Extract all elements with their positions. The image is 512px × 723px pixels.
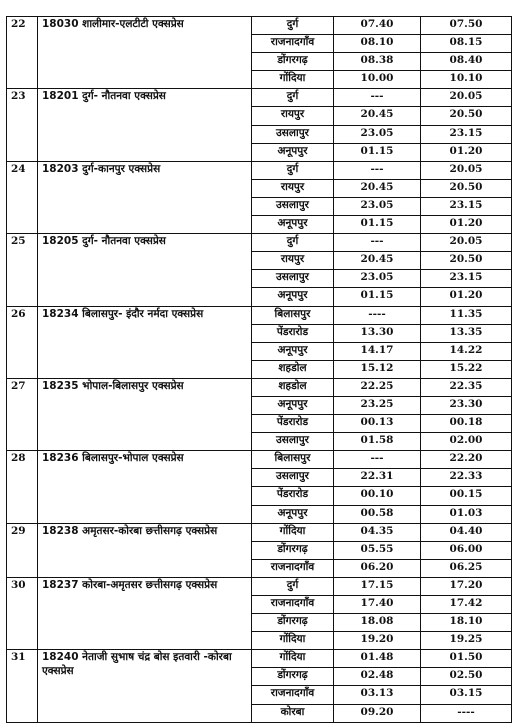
serial-number-cell: 27	[7, 378, 38, 450]
arrival-cell: ---	[334, 161, 421, 179]
station-cell: उसलापुर	[252, 197, 334, 215]
departure-cell: 20.05	[421, 161, 512, 179]
station-cell: गोंदिया	[252, 632, 334, 650]
departure-cell: 23.15	[421, 125, 512, 143]
departure-cell: 20.05	[421, 234, 512, 252]
train-timetable	[6, 16, 512, 723]
arrival-cell: 10.00	[334, 71, 421, 89]
departure-cell: 20.50	[421, 252, 512, 270]
station-cell: राजनादगाँव	[252, 686, 334, 704]
departure-cell: 22.33	[421, 469, 512, 487]
departure-cell: 20.05	[421, 89, 512, 107]
station-cell: शहडोल	[252, 378, 334, 396]
arrival-cell: 01.58	[334, 433, 421, 451]
serial-number-cell: 22	[7, 17, 38, 89]
departure-cell: ----	[421, 704, 512, 722]
arrival-cell: 19.20	[334, 632, 421, 650]
train-name-cell: 18236 बिलासपुर-भोपाल एक्सप्रेस	[38, 451, 252, 523]
departure-cell: 22.20	[421, 451, 512, 469]
station-cell: अनूपपुर	[252, 216, 334, 234]
departure-cell: 01.20	[421, 288, 512, 306]
station-cell: गोंदिया	[252, 71, 334, 89]
timetable-row	[7, 577, 512, 595]
departure-cell: 23.15	[421, 270, 512, 288]
arrival-cell: 20.45	[334, 179, 421, 197]
arrival-cell: 14.17	[334, 342, 421, 360]
station-cell: दुर्ग	[252, 89, 334, 107]
station-cell: उसलापुर	[252, 270, 334, 288]
train-name-cell: 18234 बिलासपुर- इंदौर नर्मदा एक्सप्रेस	[38, 306, 252, 378]
station-cell: अनूपपुर	[252, 288, 334, 306]
serial-number-cell: 31	[7, 650, 38, 722]
departure-cell: 04.40	[421, 523, 512, 541]
station-cell: अनूपपुर	[252, 396, 334, 414]
arrival-cell: 00.13	[334, 415, 421, 433]
station-cell: कोरबा	[252, 704, 334, 722]
arrival-cell: 20.45	[334, 107, 421, 125]
station-cell: डोंगरगढ़	[252, 53, 334, 71]
train-name-cell: 18237 कोरबा-अमृतसर छत्तीसगढ़ एक्सप्रेस	[38, 577, 252, 649]
serial-number-cell: 25	[7, 234, 38, 306]
station-cell: राजनादगाँव	[252, 596, 334, 614]
arrival-cell: 23.05	[334, 270, 421, 288]
station-cell: राजनादगाँव	[252, 35, 334, 53]
departure-cell: 03.15	[421, 686, 512, 704]
departure-cell: 23.30	[421, 396, 512, 414]
station-cell: राजनादगाँव	[252, 559, 334, 577]
station-cell: बिलासपुर	[252, 306, 334, 324]
arrival-cell: 01.48	[334, 650, 421, 668]
serial-number-cell: 30	[7, 577, 38, 649]
station-cell: उसलापुर	[252, 469, 334, 487]
arrival-cell: 06.20	[334, 559, 421, 577]
station-cell: दुर्ग	[252, 161, 334, 179]
station-cell: दुर्ग	[252, 17, 334, 35]
station-cell: रायपुर	[252, 179, 334, 197]
departure-cell: 06.00	[421, 541, 512, 559]
arrival-cell: ---	[334, 89, 421, 107]
station-cell: बिलासपुर	[252, 451, 334, 469]
train-name-cell: 18203 दुर्ग-कानपुर एक्सप्रेस	[38, 161, 252, 233]
serial-number-cell: 24	[7, 161, 38, 233]
arrival-cell: ----	[334, 306, 421, 324]
departure-cell: 15.22	[421, 360, 512, 378]
arrival-cell: 22.25	[334, 378, 421, 396]
departure-cell: 07.50	[421, 17, 512, 35]
train-name-cell: 18205 दुर्ग- नौतनवा एक्सप्रेस	[38, 234, 252, 306]
timetable-row	[7, 650, 512, 668]
arrival-cell: 03.13	[334, 686, 421, 704]
departure-cell: 08.15	[421, 35, 512, 53]
station-cell: गोंदिया	[252, 523, 334, 541]
station-cell: डोंगरगढ़	[252, 614, 334, 632]
station-cell: डोंगरगढ़	[252, 668, 334, 686]
station-cell: गोंदिया	[252, 650, 334, 668]
timetable-row	[7, 306, 512, 324]
departure-cell: 18.10	[421, 614, 512, 632]
arrival-cell: 22.31	[334, 469, 421, 487]
arrival-cell: 01.15	[334, 143, 421, 161]
arrival-cell: 00.10	[334, 487, 421, 505]
departure-cell: 17.20	[421, 577, 512, 595]
timetable-row	[7, 89, 512, 107]
timetable-row	[7, 234, 512, 252]
departure-cell: 14.22	[421, 342, 512, 360]
train-name-cell: 18235 भोपाल-बिलासपुर एक्सप्रेस	[38, 378, 252, 450]
arrival-cell: 00.58	[334, 505, 421, 523]
arrival-cell: 17.40	[334, 596, 421, 614]
station-cell: पेंडरारोड	[252, 324, 334, 342]
station-cell: डोंगरगढ़	[252, 541, 334, 559]
serial-number-cell: 29	[7, 523, 38, 577]
departure-cell: 00.18	[421, 415, 512, 433]
arrival-cell: ---	[334, 234, 421, 252]
timetable-row	[7, 451, 512, 469]
train-name-cell: 18030 शालीमार-एलटीटी एक्सप्रेस	[38, 17, 252, 89]
departure-cell: 01.03	[421, 505, 512, 523]
serial-number-cell: 28	[7, 451, 38, 523]
arrival-cell: ---	[334, 451, 421, 469]
arrival-cell: 23.25	[334, 396, 421, 414]
departure-cell: 23.15	[421, 197, 512, 215]
train-name-cell: 18240 नेताजी सुभाष चंद्र बोस इतवारी -कोरबा एक्सप्रेस	[38, 650, 252, 722]
arrival-cell: 02.48	[334, 668, 421, 686]
arrival-cell: 01.15	[334, 216, 421, 234]
station-cell: दुर्ग	[252, 234, 334, 252]
arrival-cell: 13.30	[334, 324, 421, 342]
departure-cell: 06.25	[421, 559, 512, 577]
departure-cell: 20.50	[421, 179, 512, 197]
arrival-cell: 18.08	[334, 614, 421, 632]
arrival-cell: 09.20	[334, 704, 421, 722]
departure-cell: 02.00	[421, 433, 512, 451]
arrival-cell: 23.05	[334, 125, 421, 143]
station-cell: अनूपपुर	[252, 505, 334, 523]
station-cell: पेंडरारोड	[252, 487, 334, 505]
station-cell: पेंडरारोड	[252, 415, 334, 433]
timetable-row	[7, 161, 512, 179]
timetable-row	[7, 17, 512, 35]
arrival-cell: 07.40	[334, 17, 421, 35]
station-cell: अनूपपुर	[252, 342, 334, 360]
station-cell: रायपुर	[252, 252, 334, 270]
station-cell: उसलापुर	[252, 433, 334, 451]
departure-cell: 00.15	[421, 487, 512, 505]
timetable-row	[7, 378, 512, 396]
departure-cell: 11.35	[421, 306, 512, 324]
arrival-cell: 15.12	[334, 360, 421, 378]
serial-number-cell: 26	[7, 306, 38, 378]
arrival-cell: 01.15	[334, 288, 421, 306]
departure-cell: 17.42	[421, 596, 512, 614]
serial-number-cell: 23	[7, 89, 38, 161]
departure-cell: 20.50	[421, 107, 512, 125]
timetable-row	[7, 523, 512, 541]
timetable-sheet	[6, 16, 512, 723]
arrival-cell: 05.55	[334, 541, 421, 559]
station-cell: उसलापुर	[252, 125, 334, 143]
departure-cell: 19.25	[421, 632, 512, 650]
train-name-cell: 18201 दुर्ग- नौतनवा एक्सप्रेस	[38, 89, 252, 161]
departure-cell: 13.35	[421, 324, 512, 342]
departure-cell: 01.50	[421, 650, 512, 668]
arrival-cell: 17.15	[334, 577, 421, 595]
station-cell: रायपुर	[252, 107, 334, 125]
arrival-cell: 23.05	[334, 197, 421, 215]
arrival-cell: 08.38	[334, 53, 421, 71]
station-cell: शहडोल	[252, 360, 334, 378]
departure-cell: 22.35	[421, 378, 512, 396]
departure-cell: 01.20	[421, 216, 512, 234]
arrival-cell: 04.35	[334, 523, 421, 541]
arrival-cell: 08.10	[334, 35, 421, 53]
departure-cell: 01.20	[421, 143, 512, 161]
station-cell: दुर्ग	[252, 577, 334, 595]
departure-cell: 02.50	[421, 668, 512, 686]
departure-cell: 10.10	[421, 71, 512, 89]
station-cell: अनूपपुर	[252, 143, 334, 161]
arrival-cell: 20.45	[334, 252, 421, 270]
departure-cell: 08.40	[421, 53, 512, 71]
train-name-cell: 18238 अमृतसर-कोरबा छत्तीसगढ़ एक्सप्रेस	[38, 523, 252, 577]
